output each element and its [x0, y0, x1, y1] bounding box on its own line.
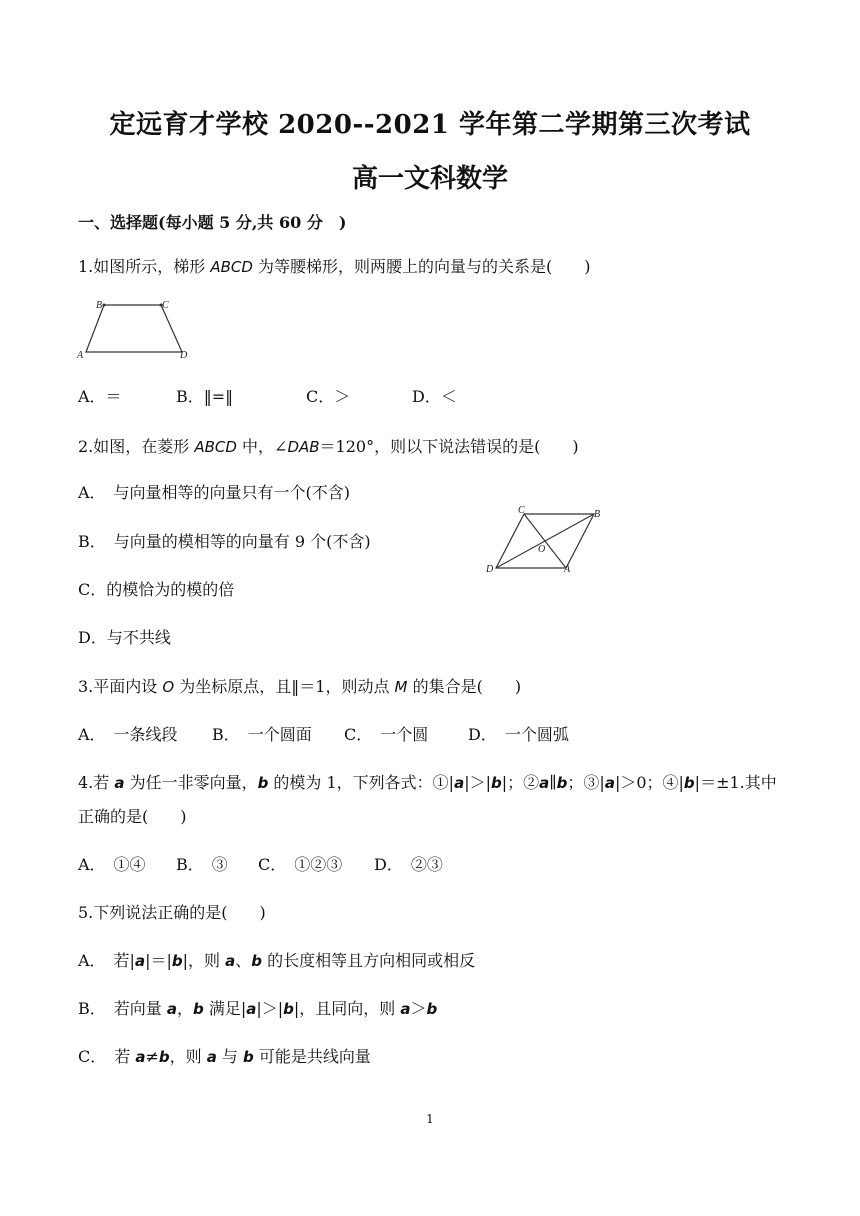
q3-option-b: B． 一个圆面 [212, 725, 312, 744]
q3-option-c: C． 一个圆 [344, 725, 429, 744]
q4-option-a: A． ①④ [78, 855, 146, 874]
q2-option-a: A． 与向量相等的向量只有一个(不含) [78, 483, 351, 502]
label-b: B [96, 300, 103, 311]
q3-option-d: D． 一个圆弧 [468, 725, 569, 744]
question-3-options [78, 724, 569, 746]
q4-option-b: B． ③ [176, 855, 228, 874]
q5-option-c: C． 若 a≠b，则 a 与 b 可能是共线向量 [78, 1047, 371, 1066]
q2-option-c: C．的模恰为的模的倍 [78, 580, 235, 599]
q2-option-b: B． 与向量的模相等的向量有 9 个(不含) [78, 532, 371, 551]
diagonal-ca [524, 514, 566, 568]
q1-option-b: B．‖=‖ [176, 387, 234, 406]
label-c: C [162, 300, 169, 311]
q2-option-d: D．与不共线 [78, 628, 171, 647]
trapezoid-shape [86, 305, 182, 352]
rhombus-figure [482, 502, 612, 578]
question-4-options [78, 854, 443, 876]
q4-option-c: C． ①②③ [258, 855, 343, 874]
section-heading: 一、选择题(每小题 5 分,共 60 分 ) [78, 213, 347, 232]
q1-option-c: C．＞ [306, 387, 351, 406]
point-b [103, 304, 106, 307]
label-b: B [594, 509, 601, 520]
q1-option-d: D．＜ [412, 387, 457, 406]
label-o: O [538, 544, 546, 555]
page-number: 1 [426, 1112, 434, 1126]
question-3-stem: 3.平面内设 O 为坐标原点，且‖＝1，则动点 M 的集合是( ) [78, 677, 522, 696]
question-5-stem: 5.下列说法正确的是( ) [78, 903, 266, 922]
label-a: A [77, 350, 84, 361]
question-4-stem-line2: 正确的是( ) [78, 807, 187, 826]
question-4-stem-line1: 4.若 a 为任一非零向量，b 的模为 1，下列各式：①|a|＞|b|；②a∥b；③|a|＞0；④|b|＝±1.其中 [78, 773, 777, 792]
q4-option-d: D． ②③ [374, 855, 443, 874]
label-a: A [564, 564, 571, 575]
trapezoid-figure [74, 296, 194, 362]
q3-option-a: A． 一条线段 [78, 725, 178, 744]
exam-title: 定远育才学校 2020--2021 学年第二学期第三次考试 [109, 110, 751, 140]
q5-option-b: B． 若向量 a，b 满足|a|＞|b|，且同向，则 a＞b [78, 999, 438, 1018]
question-1-options [78, 386, 457, 408]
question-1-stem: 1.如图所示，梯形 ABCD 为等腰梯形，则两腰上的向量与的关系是( ) [78, 257, 591, 276]
exam-subtitle: 高一文科数学 [351, 164, 508, 194]
question-2-stem: 2.如图，在菱形 ABCD 中，∠DAB＝120°，则以下说法错误的是( ) [78, 437, 579, 456]
label-d: D [180, 350, 188, 361]
label-c: C [518, 505, 525, 516]
q5-option-a: A． 若|a|＝|b|，则 a、b 的长度相等且方向相同或相反 [78, 951, 476, 970]
label-d: D [486, 564, 494, 575]
q1-option-a: A．＝ [78, 387, 122, 406]
